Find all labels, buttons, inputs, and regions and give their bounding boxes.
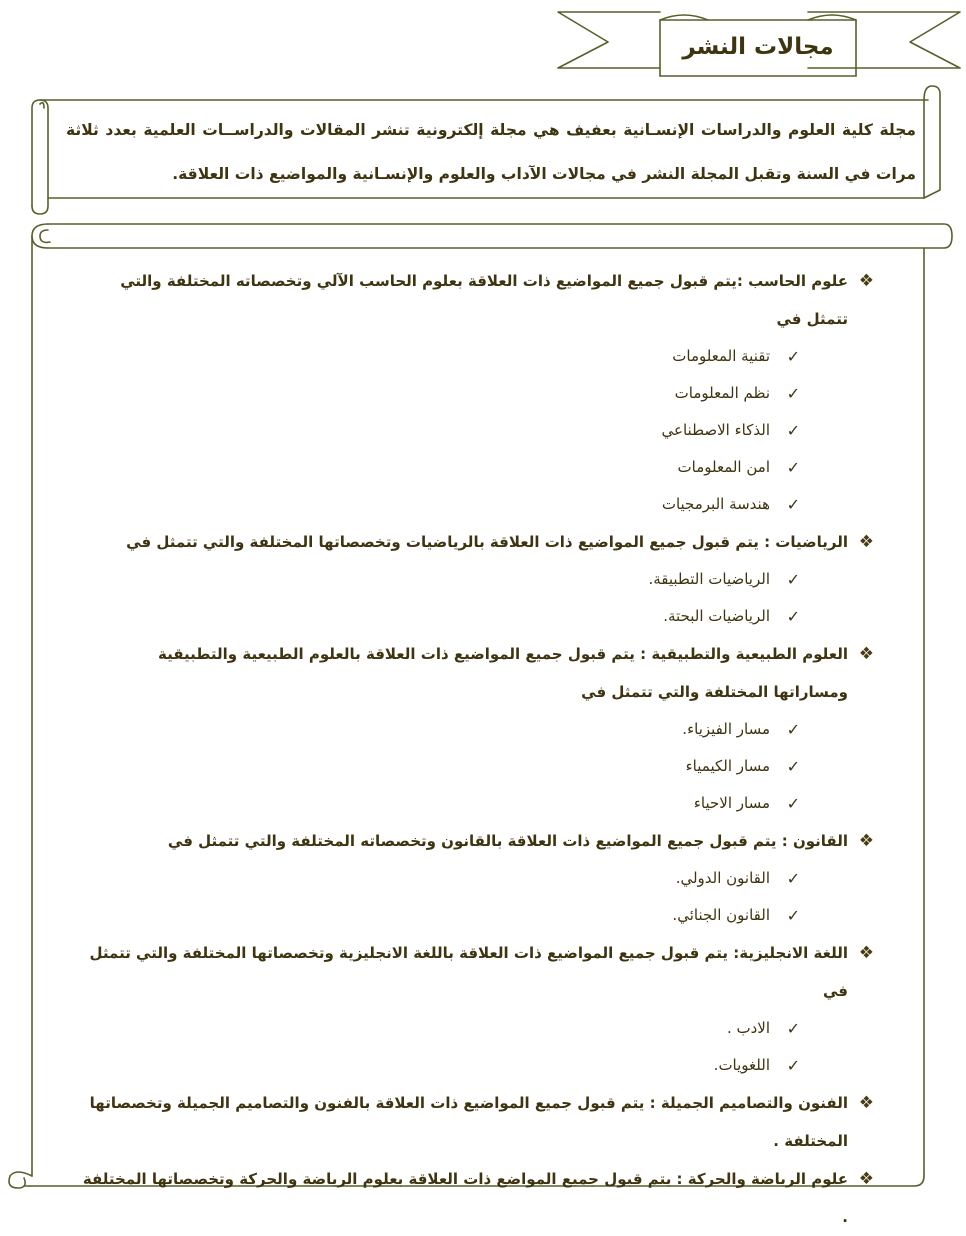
list-item xyxy=(80,785,848,822)
check-mark-icon: ✓ xyxy=(786,347,800,366)
field-section xyxy=(80,523,880,635)
field-section-text: اللغة الانجليزية: يتم قبول جميع المواضيع ذات العلاقة باللغة الانجليزية وتخصصاتها المختلفة والتي تتمثل في xyxy=(89,944,848,1000)
list-item-text: القانون الجنائي. xyxy=(672,906,770,924)
field-section xyxy=(80,262,880,523)
field-section-text: الرياضيات : يتم قبول جميع المواضيع ذات العلاقة بالرياضيات وتخصصاتها المختلفة والتي تتمثل في xyxy=(126,533,848,551)
list-item-text: الرياضيات التطبيقة. xyxy=(648,570,770,588)
check-mark-icon: ✓ xyxy=(786,1056,800,1075)
field-section xyxy=(80,635,880,822)
list-item-text: تقنية المعلومات xyxy=(672,347,770,365)
field-section xyxy=(80,1160,880,1236)
list-item-text: مسار الاحياء xyxy=(693,794,770,812)
check-mark-icon: ✓ xyxy=(786,421,800,440)
field-section-text: علوم الحاسب :يتم قبول جميع المواضيع ذات العلاقة بعلوم الحاسب الآلي وتخصصاته المختلفة والتي تتمثل في xyxy=(120,272,848,328)
field-section xyxy=(80,822,880,934)
field-subitems xyxy=(80,338,848,523)
check-mark-icon: ✓ xyxy=(786,906,800,925)
list-item xyxy=(80,375,848,412)
check-mark-icon: ✓ xyxy=(786,794,800,813)
four-diamond-bullet-icon: ❖ xyxy=(858,943,874,963)
list-item xyxy=(80,561,848,598)
four-diamond-bullet-icon: ❖ xyxy=(858,831,874,851)
list-item-text: نظم المعلومات xyxy=(674,384,770,402)
check-mark-icon: ✓ xyxy=(786,458,800,477)
list-item xyxy=(80,1010,848,1047)
list-item-text: الذكاء الاصطناعي xyxy=(661,421,770,439)
field-subitems xyxy=(80,1010,848,1084)
list-item-text: مسار الكيمياء xyxy=(685,757,770,775)
list-item-text: امن المعلومات xyxy=(677,458,770,476)
four-diamond-bullet-icon: ❖ xyxy=(858,532,874,552)
list-item xyxy=(80,897,848,934)
four-diamond-bullet-icon: ❖ xyxy=(858,1093,874,1113)
four-diamond-bullet-icon: ❖ xyxy=(858,271,874,291)
field-subitems xyxy=(80,711,848,822)
publication-fields-list xyxy=(80,262,880,1236)
field-subitems xyxy=(80,860,848,934)
list-item xyxy=(80,1047,848,1084)
list-item xyxy=(80,449,848,486)
field-section-text: القانون : يتم قبول جميع المواضيع ذات العلاقة بالقانون وتخصصاته المختلفة والتي تتمثل في xyxy=(167,832,848,850)
check-mark-icon: ✓ xyxy=(786,495,800,514)
field-section-text: علوم الرياضة والحركة : يتم قبول جميع المواضع ذات العلاقة بعلوم الرياضة والحركة وتخصصاتها المختلفة . xyxy=(82,1170,848,1226)
list-item xyxy=(80,412,848,449)
field-section xyxy=(80,1084,880,1160)
field-section xyxy=(80,934,880,1084)
list-item xyxy=(80,711,848,748)
field-section-text: الفنون والتصاميم الجميلة : يتم قبول جميع المواضيع ذات العلاقة بالفنون والتصاميم الجميلة وتخصصاتها المختلفة . xyxy=(89,1094,848,1150)
list-item xyxy=(80,338,848,375)
check-mark-icon: ✓ xyxy=(786,757,800,776)
check-mark-icon: ✓ xyxy=(786,869,800,888)
check-mark-icon: ✓ xyxy=(786,607,800,626)
check-mark-icon: ✓ xyxy=(786,570,800,589)
list-item-text: القانون الدولي. xyxy=(675,869,770,887)
four-diamond-bullet-icon: ❖ xyxy=(858,644,874,664)
list-item xyxy=(80,486,848,523)
page-title: مجالات النشر xyxy=(682,34,834,60)
list-item-text: الرياضيات البحتة. xyxy=(663,607,770,625)
check-mark-icon: ✓ xyxy=(786,1019,800,1038)
list-item-text: الادب . xyxy=(726,1019,770,1037)
intro-paragraph: مجلة كلية العلوم والدراسات الإنسـانية بعفيف هي مجلة إلكترونية تنشر المقالات والدراســات العلمية بعدد ثلاثة مرات في السنة وتقبل المجلة النشر في مجالات الآداب والعلوم والإنسـانية والمواضيع ذات العلاقة. xyxy=(66,121,916,183)
check-mark-icon: ✓ xyxy=(786,720,800,739)
check-mark-icon: ✓ xyxy=(786,384,800,403)
list-item xyxy=(80,860,848,897)
list-item xyxy=(80,598,848,635)
list-item-text: اللغويات. xyxy=(713,1056,770,1074)
list-item-text: مسار الفيزياء. xyxy=(682,720,770,738)
four-diamond-bullet-icon: ❖ xyxy=(858,1169,874,1189)
field-subitems xyxy=(80,561,848,635)
list-item-text: هندسة البرمجيات xyxy=(661,495,770,513)
field-section-text: العلوم الطبيعية والتطبيقية : يتم قبول جميع المواضيع ذات العلاقة بالعلوم الطبيعية والتطبيقية ومساراتها المختلفة والتي تتمثل في xyxy=(158,645,848,701)
list-item xyxy=(80,748,848,785)
